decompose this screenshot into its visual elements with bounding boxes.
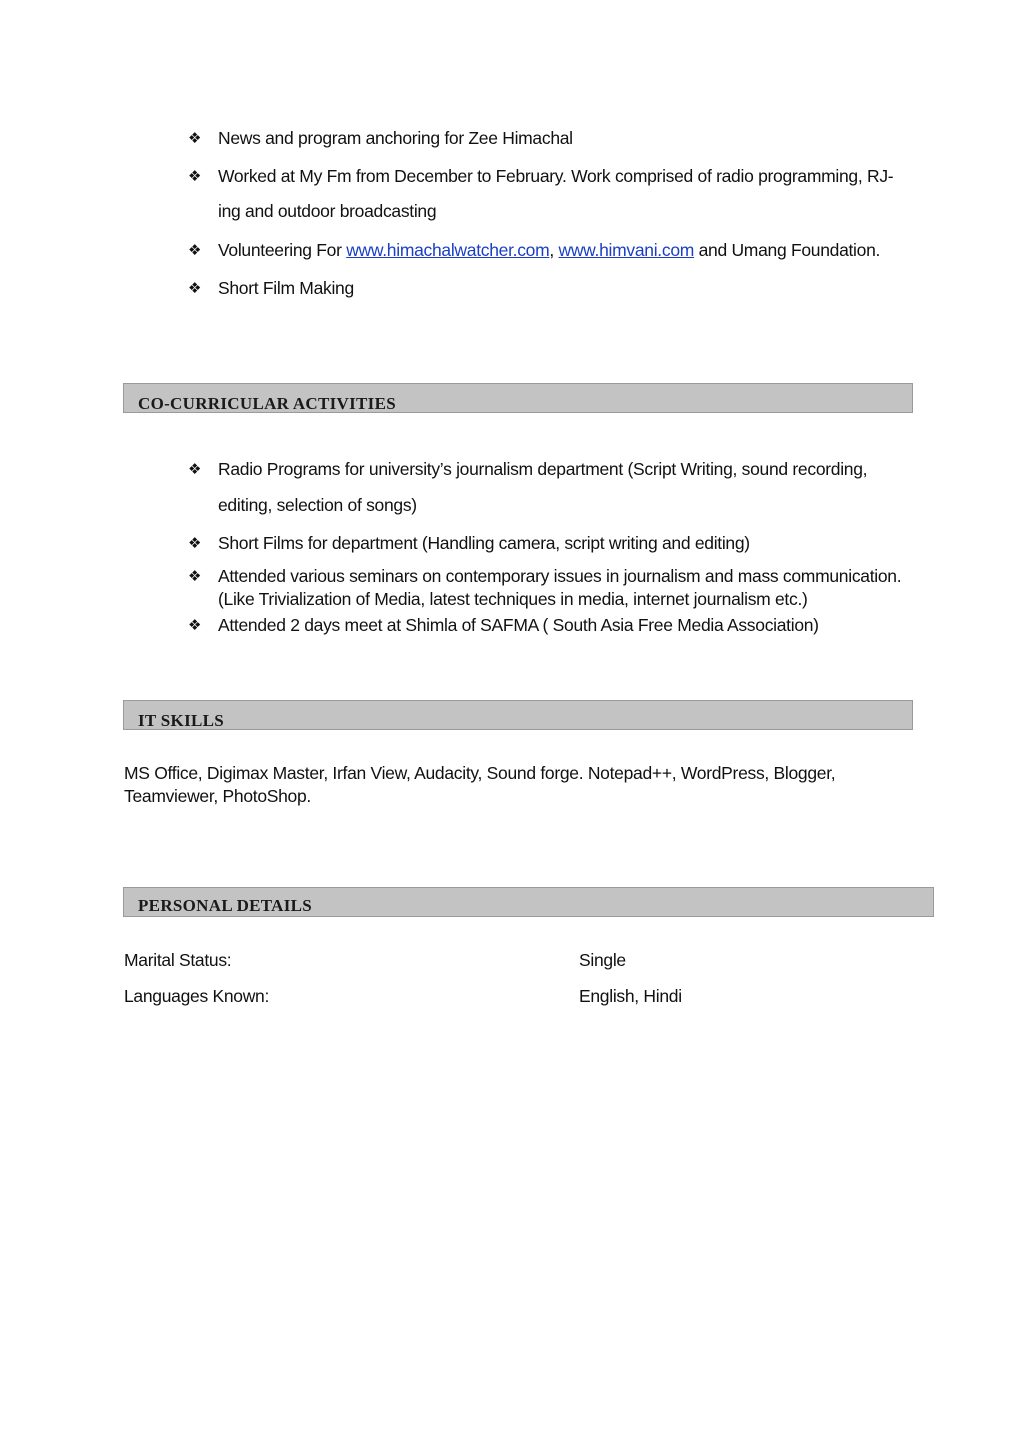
diamond-bullet-icon: ❖ [188,241,202,259]
experience-item-text: News and program anchoring for Zee Himachal [218,128,573,148]
link-separator: , [549,240,559,260]
detail-value: English, Hindi [579,986,682,1006]
marital-status-row [124,950,824,974]
co-curricular-header [123,383,913,413]
diamond-bullet-icon: ❖ [188,129,202,147]
volunteering-prefix: Volunteering For [218,240,347,260]
detail-label: Marital Status: [124,950,232,970]
diamond-bullet-icon: ❖ [188,534,202,552]
diamond-bullet-icon: ❖ [188,167,202,185]
volunteering-suffix: and Umang Foundation. [694,240,881,260]
it-skills-text: MS Office, Digimax Master, Irfan View, Audacity, Sound forge. Notepad++, WordPress, Blogger, Teamviewer, PhotoShop. [124,763,836,806]
detail-value: Single [579,950,626,970]
section-title: CO-CURRICULAR ACTIVITIES [138,394,396,413]
himachalwatcher-link[interactable]: www.himachalwatcher.com [346,240,550,260]
section-title: PERSONAL DETAILS [138,896,313,915]
experience-item-text: Short Film Making [218,278,354,298]
diamond-bullet-icon: ❖ [188,460,202,478]
languages-row [124,986,824,1010]
list-item [188,232,908,268]
activity-text: Attended 2 days meet at Shimla of SAFMA ( South Asia Free Media Association) [218,615,819,635]
diamond-bullet-icon: ❖ [188,567,202,585]
diamond-bullet-icon: ❖ [188,616,202,634]
detail-label: Languages Known: [124,986,270,1006]
activity-text: Short Films for department (Handling camera, script writing and editing) [218,533,750,553]
it-skills-header [123,700,913,730]
co-curricular-list [188,451,908,637]
list-item [188,270,908,306]
experience-list [188,120,908,306]
activity-text: Attended various seminars on contemporary issues in journalism and mass communication. (Like Trivialization of Media, latest techniques in media, internet journalism etc.) [218,566,902,609]
personal-details-header [123,887,934,917]
list-item [188,120,908,156]
list-item [188,451,908,523]
diamond-bullet-icon: ❖ [188,279,202,297]
list-item [188,159,908,229]
section-title: IT SKILLS [138,711,225,730]
list-item [188,614,908,637]
himvani-link[interactable]: www.himvani.com [558,240,695,260]
experience-item-text: Worked at My Fm from December to February. Work comprised of radio programming, RJ-ing and outdoor broadcasting [218,166,894,221]
list-item [188,525,908,561]
list-item [188,565,908,611]
activity-text: Radio Programs for university’s journalism department (Script Writing, sound recording, editing, selection of songs) [218,459,868,515]
